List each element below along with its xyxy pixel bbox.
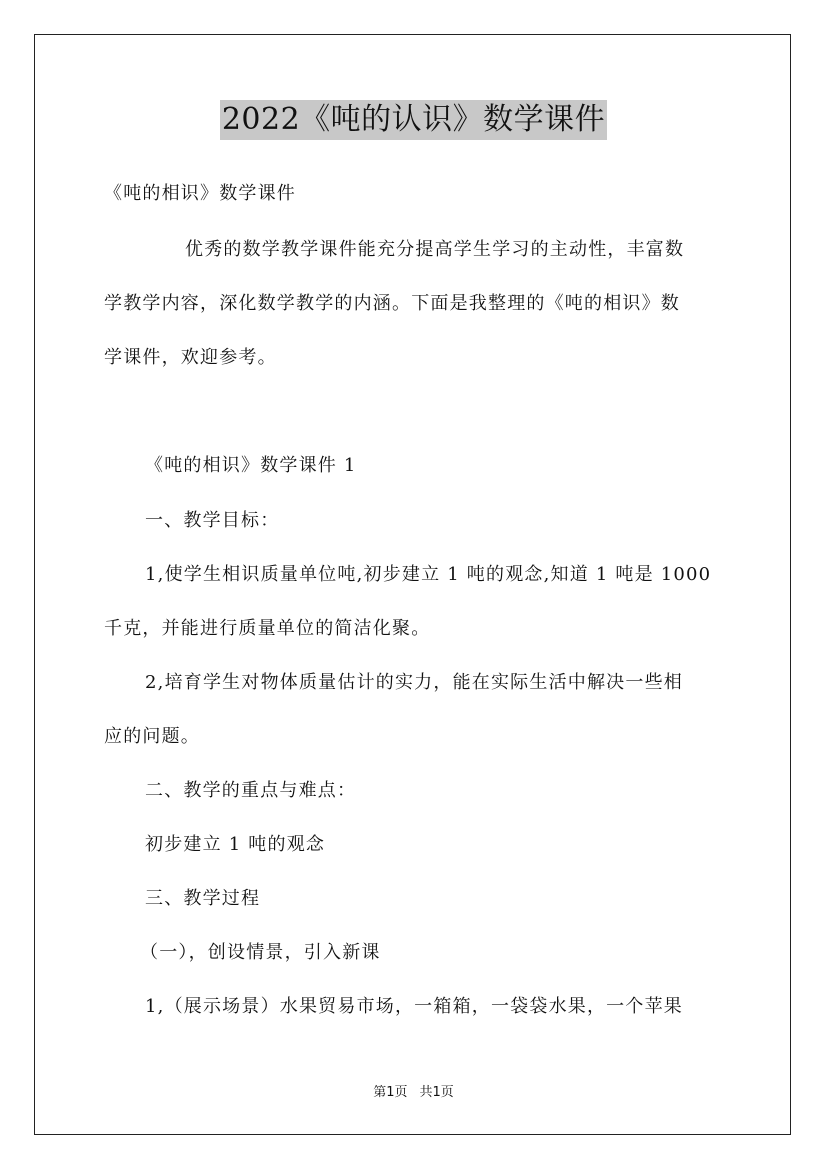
goal-2-line-2: 应的问题。 (104, 726, 200, 747)
goals-heading: 一、教学目标： (145, 510, 280, 531)
intro-line-3: 学课件，欢迎参考。 (104, 347, 277, 368)
goal-2-line-1: 2,培育学生对物体质量估计的实力，能在实际生活中解决一些相 (145, 672, 683, 693)
title-container (0, 100, 827, 140)
document-title: 2022《吨的认识》数学课件 (220, 100, 607, 140)
key-points-heading: 二、教学的重点与难点： (145, 780, 357, 801)
page-number: 第1页 (373, 1085, 408, 1100)
page-footer (0, 1084, 827, 1102)
process-item: 1,（展示场景）水果贸易市场，一箱箱，一袋袋水果，一个苹果 (145, 996, 683, 1017)
section-heading: 《吨的相识》数学课件 1 (145, 455, 357, 476)
page-total: 共1页 (419, 1085, 454, 1100)
key-point-text: 初步建立 1 吨的观念 (145, 834, 326, 855)
document-subtitle: 《吨的相识》数学课件 (104, 183, 296, 204)
goal-1-line-2: 千克，并能进行质量单位的简洁化聚。 (104, 618, 431, 639)
goal-1-line-1: 1,使学生相识质量单位吨,初步建立 1 吨的观念,知道 1 吨是 1000 (145, 564, 712, 585)
intro-line-1: 优秀的数学教学课件能充分提高学生学习的主动性，丰富数 (185, 239, 685, 260)
process-heading: 三、教学过程 (145, 888, 261, 909)
intro-line-2: 学教学内容，深化数学教学的内涵。下面是我整理的《吨的相识》数 (104, 293, 680, 314)
process-step: （一），创设情景，引入新课 (140, 942, 381, 963)
